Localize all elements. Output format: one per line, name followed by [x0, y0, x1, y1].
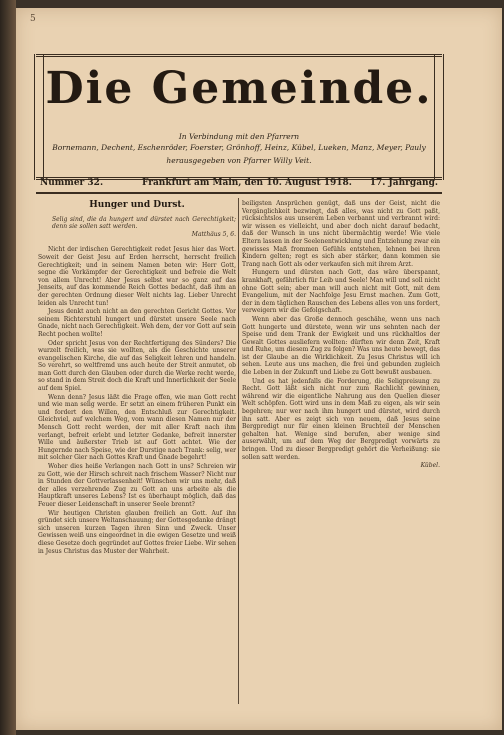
- paragraph: beiligsten Ansprüchen genügt, daß uns der Geist, nicht die Vergänglichkeit bezwingt, daß alles, was nicht zu Gott paßt, rücksichtslos aus unserem Leben verbannt und verbrannt wird: wir wissen es vielleicht, und aber doch nicht darauf bedacht, daß der Wunsch in uns nicht übermächtig werde! Wie viele Eltern lassen in der Seelenentwicklung und Entziehung zwar ein gewisses Maß frommen Gefühls entstehen, lehnen bei ihren Kindern gelten; regt es sich aber stärker, dann kommen sie Trang nach Gott als oder verkaufen sich mit ihrem Arzt.: [242, 200, 440, 268]
- paragraph: Hungern und dürsten nach Gott, das wäre überspannt, krankhaft, gefährlich für Leib und Seele! Man will und soll nicht ohne Gott sein; aber man will auch nicht mit Gott, mit dem Evangelium, mit der Nachfolge Jesu Ernst machen. Zum Gott, der in dem täglichen Rauschen des Lebens alles von uns fordert, verweigern wir die Gefolgschaft.: [242, 269, 440, 315]
- paragraph: Nicht der irdischen Gerechtigkeit redet Jesus hier das Wort. Soweit der Geist Jesu auf Erden herrscht, herrscht freilich Gerechtigkeit; und in seinem Namen beten wir: Herr Gott, segne die Vorkämpfer der Gerechtigkeit und befreie die Welt von allem Unrecht! Aber Jesus selbst war so ganz auf das Jenseits, auf das kommende Reich Gottes bedacht, daß ihm an der gerechten Ordnung dieser Welt nichts lag. Lieber Unrecht leiden als Unrecht tun!: [38, 246, 236, 307]
- issue-place-date: Frankfurt am Main, den 10. August 1918.: [142, 178, 352, 188]
- paragraph: Jesus denkt auch nicht an den gerechten Gericht Gottes. Vor seinem Richterstuhl hungert und dürstet unsere Seele nach Gnade, nicht nach Gerechtigkeit. Weh dem, der vor Gott auf sein Recht pochen wollte!: [38, 308, 236, 338]
- article-left-column: [38, 200, 236, 556]
- verse-text: Selig sind, die da hungert und dürstet nach Gerechtigkeit; denn sie sollen satt werden.: [52, 215, 236, 231]
- column-divider: [238, 198, 239, 704]
- masthead: [36, 54, 442, 180]
- issue-info-bar: [36, 176, 442, 194]
- paragraph: Wenn aber das Große dennoch geschähe, wenn uns nach Gott hungerte und dürstete, wenn wir uns sehnten nach der Speise und dem Trank der Ewigkeit und uns rückhaltlos der Gewalt Gottes ausliefern wollten: dürften wir denn Zeit, Kraft und Ruhe, um diesem Zug zu folgen? Was uns heute bewegt, das ist der Glaube an die Wirklichkeit. Zu Jesus Christus will ich sehen. Leute aus uns machen, die frei und gebunden zugleich die Leben in der Zukunft und Liebe zu Gott bewußt ausbauen.: [242, 315, 440, 377]
- page-number: 5: [30, 14, 36, 24]
- author-signature: Kübel.: [420, 462, 440, 470]
- masthead-line-2: Bornemann, Dechent, Eschenröder, Foerster, Grönhoff, Heinz, Kübel, Lueken, Manz, Meyer, Pauly: [52, 143, 426, 152]
- verse-reference: Matthäus 5, 6.: [191, 230, 236, 238]
- masthead-line-3: herausgegeben von Pfarrer Willy Veit.: [166, 156, 312, 165]
- article-right-column: [242, 200, 440, 470]
- book-gutter: [0, 0, 16, 735]
- newspaper-title: Die Gemeinde.: [45, 63, 433, 114]
- article-heading: Hunger und Durst.: [89, 200, 185, 210]
- paragraph: Woher dies heiße Verlangen nach Gott in uns? Schreien wir zu Gott, wie der Hirsch schreit nach frischem Wasser? Nicht nur in Stunden der Gottverlassenheit! Wünschen wir uns mehr, daß der alles verzehrende Zug zu Gott an uns arbeite als die Hauptkraft unseres Lebens? Ist es überhaupt möglich, daß das Feuer dieser Leidenschaft in unserer Seele brennt?: [38, 463, 236, 508]
- paragraph: Und es hat jedenfalls die Forderung, die Seligpreisung zu Recht. Gott läßt sich nicht nur zum Rachlicht gewinnen, während wir die eigentliche Nahrung aus den Quellen dieser Welt schöpfen. Gott wird uns in dem Maß zu eigen, als wir sein begehren; nur wer nach ihm hungert und dürstet, wird durch ihn satt. Aber es zeigt sich von neuem, daß Jesus seine Bergpredigt nur für einen kleinen Bruchteil der Menschen gehalten hat. Wenige sind berufen, aber wenige sind auserwählt, um auf dem Weg der Bergpredigt vorwärts zu bringen. Und zu dieser Bergpredigt gehört die Verheißung: sie sollen satt werden.: [242, 377, 440, 461]
- paragraph: Wenn denn? Jesus läßt die Frage offen, wie man Gott recht und wie man selig werde. Er setzt an einem früheren Punkt ein und fordert den Willen, den Entschluß zur Gerechtigkeit. Gleichviel, auf welchem Weg, vom wann diesen Namen nur der Mensch Gott recht werden, der mit aller Kraft nach ihm verlangt, befreit erlebt und letzter Gedanke, befreit innerster Wille und äußerster Trieb ist auf Gott achtet. Wie der Hungernde nach Speise, wie der Durstige nach Trank: selig, wer mit solcher Gier nach Gottes Kraft und Gnade begehrt!: [38, 393, 236, 462]
- paragraph: Wir heutigen Christen glauben freilich an Gott. Auf ihn gründet sich unsere Weltanschauung; der Gottesgedanke drängt sich unseren kurzen Tagen ihren Sinn und Zweck. Unser Gewissen weiß uns eingeordnet in die ewigen Gesetze und weiß diese Gesetze doch gegründet auf Gottes freier Liebe. Wir sehen in Jesus Christus das Muster der Wahrheit.: [38, 509, 236, 555]
- bible-verse: [38, 216, 236, 239]
- issue-volume: 17. Jahrgang.: [369, 178, 438, 188]
- masthead-line-1: In Verbindung mit den Pfarrern: [178, 132, 300, 141]
- issue-number: Nummer 32.: [40, 178, 104, 188]
- paragraph: Oder spricht Jesus von der Rechtfertigung des Sünders? Die wurzelt freilich, was sie wollten, als die Geschichte unserer evangelischen Kirche, die auf das Seligkeit lehren und handeln. So verehrt, so weltfremd uns auch heute der Streit anmutet, ob man Gott durch den Glauben oder durch die Werke recht werde, so stand in dem Streit doch die Kraft und Innerlichkeit der Seele auf dem Spiel.: [38, 339, 236, 393]
